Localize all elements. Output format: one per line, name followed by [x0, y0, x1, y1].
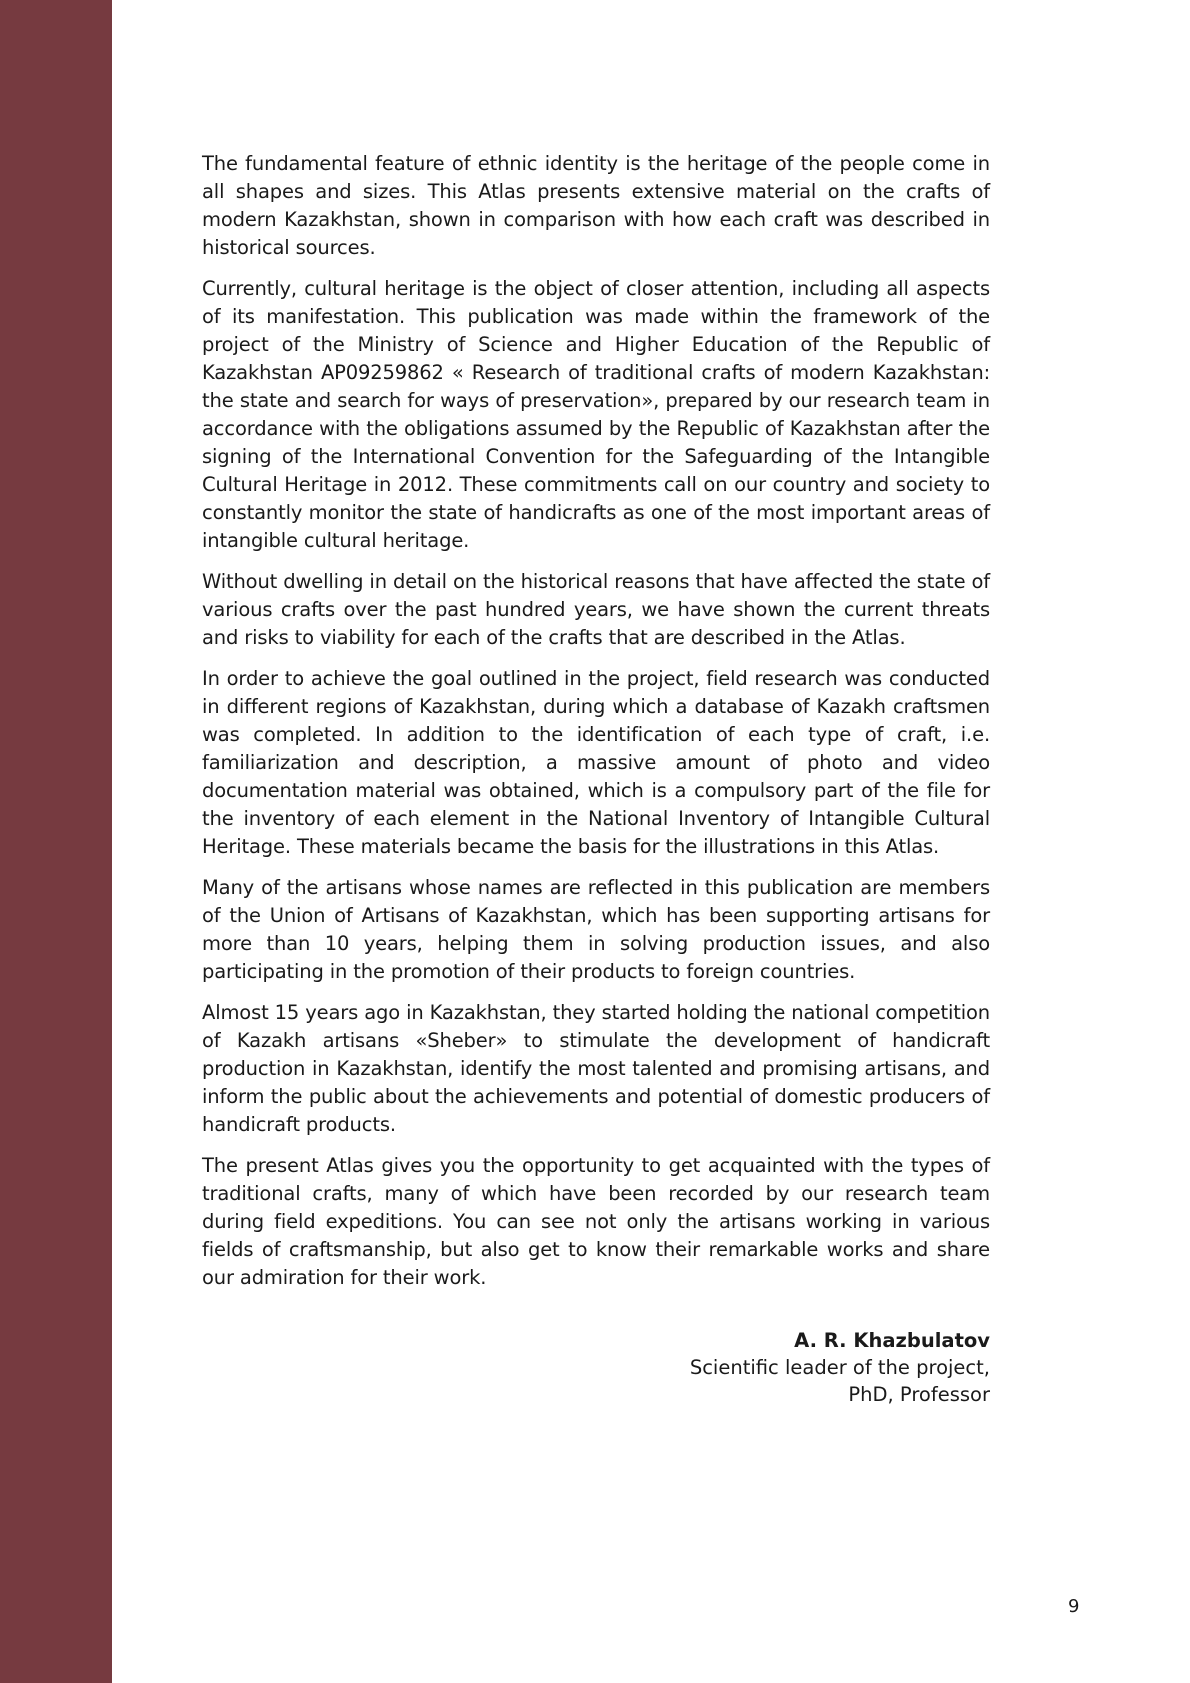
paragraph-2: Currently, cultural heritage is the object of closer attention, including all aspects of its manifestation. This publication was made within the framework of the project of the Ministry of Science and Higher Education of the Republic of Kazakhstan AP09259862 « Research of traditional crafts of modern Kazakhstan: the state and search for ways of preservation», prepared by our research team in accordance with the obligations assumed by the Republic of Kazakhstan after the signing of the International Convention for the Safeguarding of the Intangible Cultural Heritage in 2012. These commitments call on our country and society to constantly monitor the state of handicrafts as one of the most important areas of intangible cultural heritage. [202, 277, 990, 552]
side-band [0, 0, 112, 1683]
signature-degree: PhD, Professor [848, 1383, 990, 1406]
page-content [202, 150, 990, 1305]
paragraph-7: The present Atlas gives you the opportunity to get acquainted with the types of traditional crafts, many of which have been recorded by our research team during field expeditions. You can see not only the artisans working in various fields of craftsmanship, but also get to know their remarkable works and share our admiration for their work. [202, 1154, 990, 1289]
paragraph-5: Many of the artisans whose names are reflected in this publication are members of the Union of Artisans of Kazakhstan, which has been supporting artisans for more than 10 years, helping them in solving production issues, and also participating in the promotion of their products to foreign countries. [202, 876, 990, 983]
signature-name: A. R. Khazbulatov [794, 1329, 990, 1352]
page-number: 9 [1068, 1596, 1080, 1617]
paragraph-3: Without dwelling in detail on the historical reasons that have affected the state of various crafts over the past hundred years, we have shown the current threats and risks to viability for each of the crafts that are described in the Atlas. [202, 570, 990, 649]
paragraph-1: The fundamental feature of ethnic identity is the heritage of the people come in all shapes and sizes. This Atlas presents extensive material on the crafts of modern Kazakhstan, shown in comparison with how each craft was described in historical sources. [202, 152, 990, 259]
paragraph-6: Almost 15 years ago in Kazakhstan, they started holding the national competition of Kazakh artisans «Sheber» to stimulate the development of handicraft production in Kazakhstan, identify the most talented and promising artisans, and inform the public about the achievements and potential of domestic producers of handicraft products. [202, 1001, 990, 1136]
signature-role: Scientific leader of the project, [689, 1356, 990, 1379]
signature-block [690, 1327, 990, 1408]
paragraph-4: In order to achieve the goal outlined in the project, field research was conducted in different regions of Kazakhstan, during which a database of Kazakh craftsmen was completed. In addition to the identification of each type of craft, i.e. familiarization and description, a massive amount of photo and video documentation material was obtained, which is a compulsory part of the file for the inventory of each element in the National Inventory of Intangible Cultural Heritage. These materials became the basis for the illustrations in this Atlas. [202, 667, 990, 858]
